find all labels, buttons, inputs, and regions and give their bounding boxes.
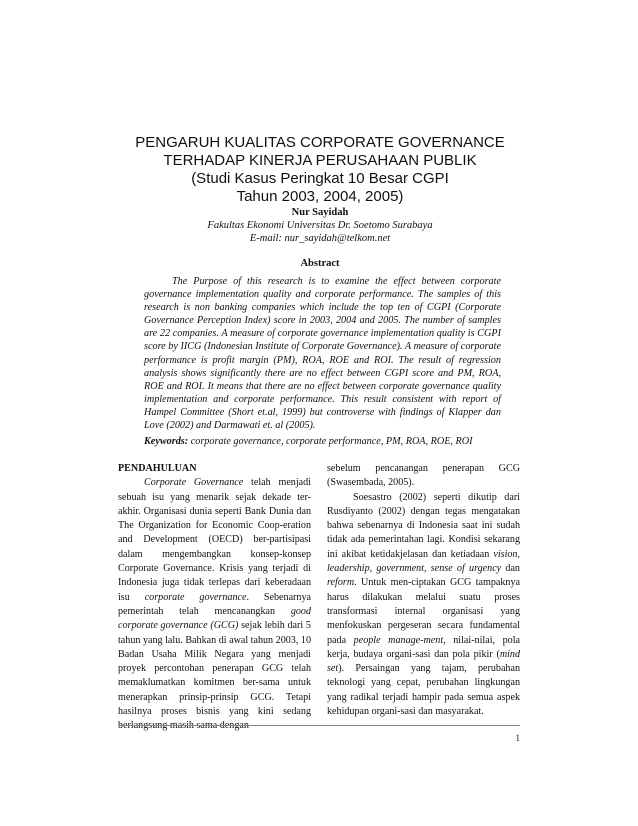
author-affiliation: Fakultas Ekonomi Universitas Dr. Soetomo Surabaya bbox=[207, 220, 433, 231]
body-span-italic: mind set bbox=[327, 648, 520, 675]
keywords-label: Keywords: bbox=[144, 436, 189, 447]
body-span: sejak lebih dari 5 tahun yang lalu. Bahkan di awal tahun 2003, 10 Badan Usaha Milik Negara yang menjadi proyek percontohan penerapan GCG telah memaklumatkan komitmen ber-sama untuk menerapkan prinsip-prinsip GCG. Tetapi hasilnya proses bisnis yang kini sedang berlangsung masih sama dengan bbox=[118, 620, 311, 732]
title-line-4: Tahun 2003, 2004, 2005) bbox=[236, 188, 404, 205]
body-span-italic: Corporate Governance bbox=[144, 477, 244, 489]
page-number: 1 bbox=[515, 733, 520, 743]
body-span: dan bbox=[501, 563, 520, 575]
footer-divider bbox=[118, 725, 520, 726]
author-block bbox=[100, 206, 540, 245]
keywords-text: corporate governance, corporate performance, PM, ROA, ROE, ROI bbox=[190, 436, 473, 447]
title-line-3: (Studi Kasus Peringkat 10 Besar CGPI bbox=[191, 170, 449, 187]
body-span-italic: reform bbox=[327, 577, 355, 589]
body-span: Soesastro (2002) seperti dikutip dari Rusdiyanto (2002) dengan tegas mengatakan bahwa sebenarnya di Indonesia saat ini sudah tidak ada pemerintahan lagi. Kondisi sekarang ini akibat ketidakjelasan dan ketiadaan bbox=[327, 491, 520, 560]
body-span-italic: corporate governance bbox=[144, 591, 247, 603]
body-span: telah menjadi sebuah isu yang menarik sejak dekade ter-akhir. Organisasi dunia seperti Bank Dunia dan The Organization for Economic Coop-eration and Development (OECD) ber-partisipasi dalam mengembangkan konsep-konsep Corporate Governance. Krisis yang terjadi di Indonesia juga tidak terlepas dari keberadaan isu bbox=[118, 477, 311, 603]
body-paragraph bbox=[118, 476, 311, 733]
body-column-left bbox=[118, 462, 311, 734]
body-paragraph: sebelum pencanangan penerapan GCG (Swasembada, 2005). bbox=[327, 463, 520, 489]
abstract-text: The Purpose of this research is to examine the effect between corporate governance implementation quality and corporate performance. The samples of this research is non banking companies which include the top ten of CGPI (Corporate Governance Perception Index) score in 2003, 2004 and 2005. The number of samples are 22 companies. A measure of corporate governance implementation quality is CGPI score by IICG (Indonesian Institute of Corporate Governance). A measure of corporate performance is profit margin (PM), ROA, ROE and ROI. The result of regression analysis shows significantly there are no effect between CGPI score and PM, ROA, ROE and ROI. It means that there are no effect between corporate governance quality implementation and corporate performance. This result consistent with report of Hampel Committee (Short et.al, 1999) but controverse with findings of Klapper dan Love (2002) and Darmawati et. al (2005). bbox=[144, 276, 501, 432]
body-span: . Sebenarnya pemerintah telah mencanangkan bbox=[118, 591, 311, 617]
body-span: . Untuk men-ciptakan GCG tampaknya harus dilakukan melalui suatu proses transformasi internal organisasi yang menfokuskan pergeseran secara fundamental pada bbox=[327, 577, 520, 646]
title-line-2: TERHADAP KINERJA PERUSAHAAN PUBLIK bbox=[163, 152, 477, 169]
body-span: , nilai-nilai, pola kerja, budaya organi-sasi dan pola pikir ( bbox=[327, 634, 521, 660]
body-span-italic: good corporate governance (GCG) bbox=[118, 605, 311, 632]
keywords bbox=[144, 436, 534, 447]
body-paragraph bbox=[327, 491, 520, 720]
body-span: ). Persaingan yang tajam, perubahan teknologi yang cepat, perubahan lingkungan yang radikal terjadi hampir pada semua aspek kehidupan organi-sasi dan masyarakat. bbox=[327, 663, 520, 718]
author-name: Nur Sayidah bbox=[291, 207, 349, 218]
section-heading: PENDAHULUAN bbox=[118, 463, 197, 474]
paper-title bbox=[100, 134, 540, 206]
body-span-italic: vision, leadership, government, sense of urgency bbox=[327, 548, 520, 575]
body-column-right bbox=[327, 462, 520, 719]
author-email: E-mail: nur_sayidah@telkom.net bbox=[249, 233, 391, 244]
abstract-heading: Abstract bbox=[300, 258, 340, 269]
body-span-italic: people manage-ment bbox=[353, 634, 444, 646]
title-line-1: PENGARUH KUALITAS CORPORATE GOVERNANCE bbox=[135, 134, 505, 151]
